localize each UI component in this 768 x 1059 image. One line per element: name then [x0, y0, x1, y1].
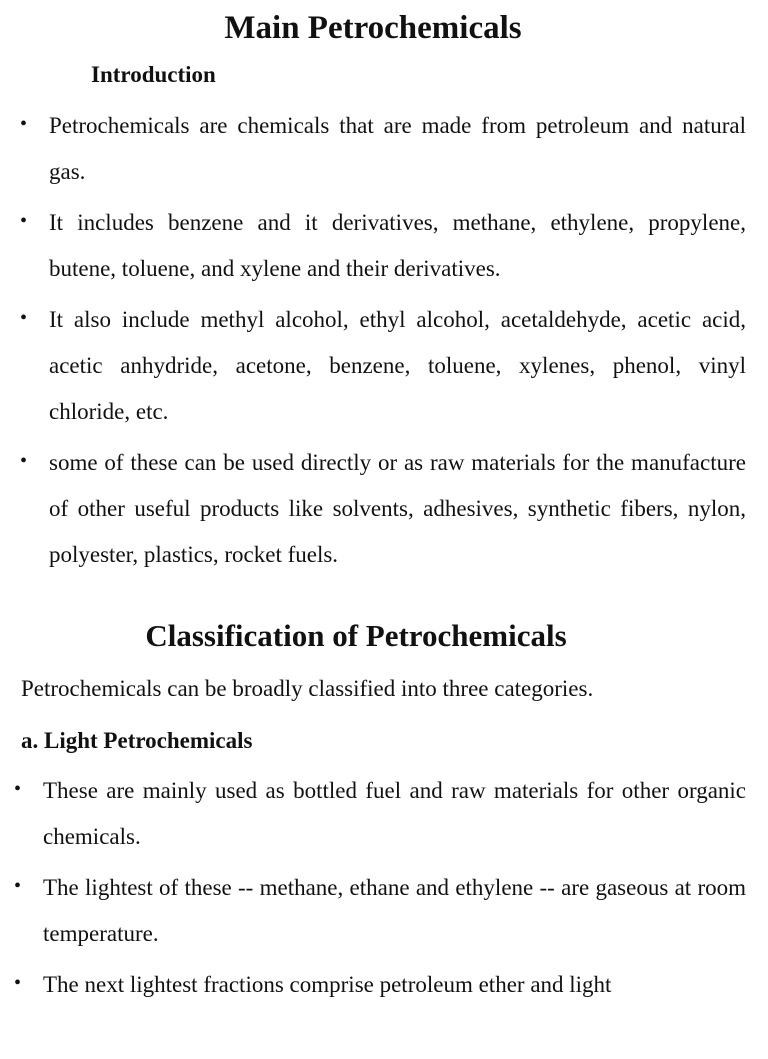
bullet-icon: •: [14, 972, 22, 994]
bullet-icon: •: [20, 307, 28, 329]
intro-bullet-item: [20, 297, 746, 435]
intro-bullet-text: It also include methyl alcohol, ethyl alcohol, acetaldehyde, acetic acid, acetic anhydride, acetone, benzene, toluene, xylenes, phenol, vinyl chloride, etc.: [49, 307, 746, 424]
page-title: Main Petrochemicals: [224, 10, 522, 46]
intro-bullet-item: [20, 103, 746, 195]
bullet-icon: •: [20, 113, 28, 135]
intro-bullet-text: Petrochemicals are chemicals that are made from petroleum and natural gas.: [49, 113, 746, 184]
bullet-icon: •: [14, 875, 22, 897]
light-petrochemicals-heading: a. Light Petrochemicals: [21, 728, 253, 753]
light-bullet-text: These are mainly used as bottled fuel and raw materials for other organic chemicals.: [43, 778, 746, 849]
classification-heading: Classification of Petrochemicals: [145, 618, 567, 653]
light-bullet-list: [14, 768, 746, 1059]
light-bullet-item: [14, 768, 746, 860]
classification-intro: Petrochemicals can be broadly classified into three categories.: [21, 676, 594, 701]
intro-bullet-item: [20, 440, 746, 578]
intro-heading: Introduction: [91, 62, 216, 87]
intro-bullet-item: [20, 200, 746, 292]
bullet-icon: •: [20, 450, 28, 472]
bullet-icon: •: [20, 210, 28, 232]
intro-bullet-text: some of these can be used directly or as raw materials for the manufacture of other useful products like solvents, adhesives, synthetic fibers, nylon, polyester, plastics, rocket fuels.: [49, 450, 746, 567]
light-bullet-text: The next lightest fractions comprise petroleum ether and light: [43, 972, 612, 997]
light-bullet-item: [14, 962, 746, 1054]
intro-bullet-list: [20, 103, 746, 583]
bullet-icon: •: [14, 778, 22, 800]
light-bullet-text: The lightest of these -- methane, ethane and ethylene -- are gaseous at room temperature.: [43, 875, 746, 946]
intro-bullet-text: It includes benzene and it derivatives, methane, ethylene, propylene, butene, toluene, and xylene and their derivatives.: [49, 210, 746, 281]
light-bullet-item: [14, 865, 746, 957]
